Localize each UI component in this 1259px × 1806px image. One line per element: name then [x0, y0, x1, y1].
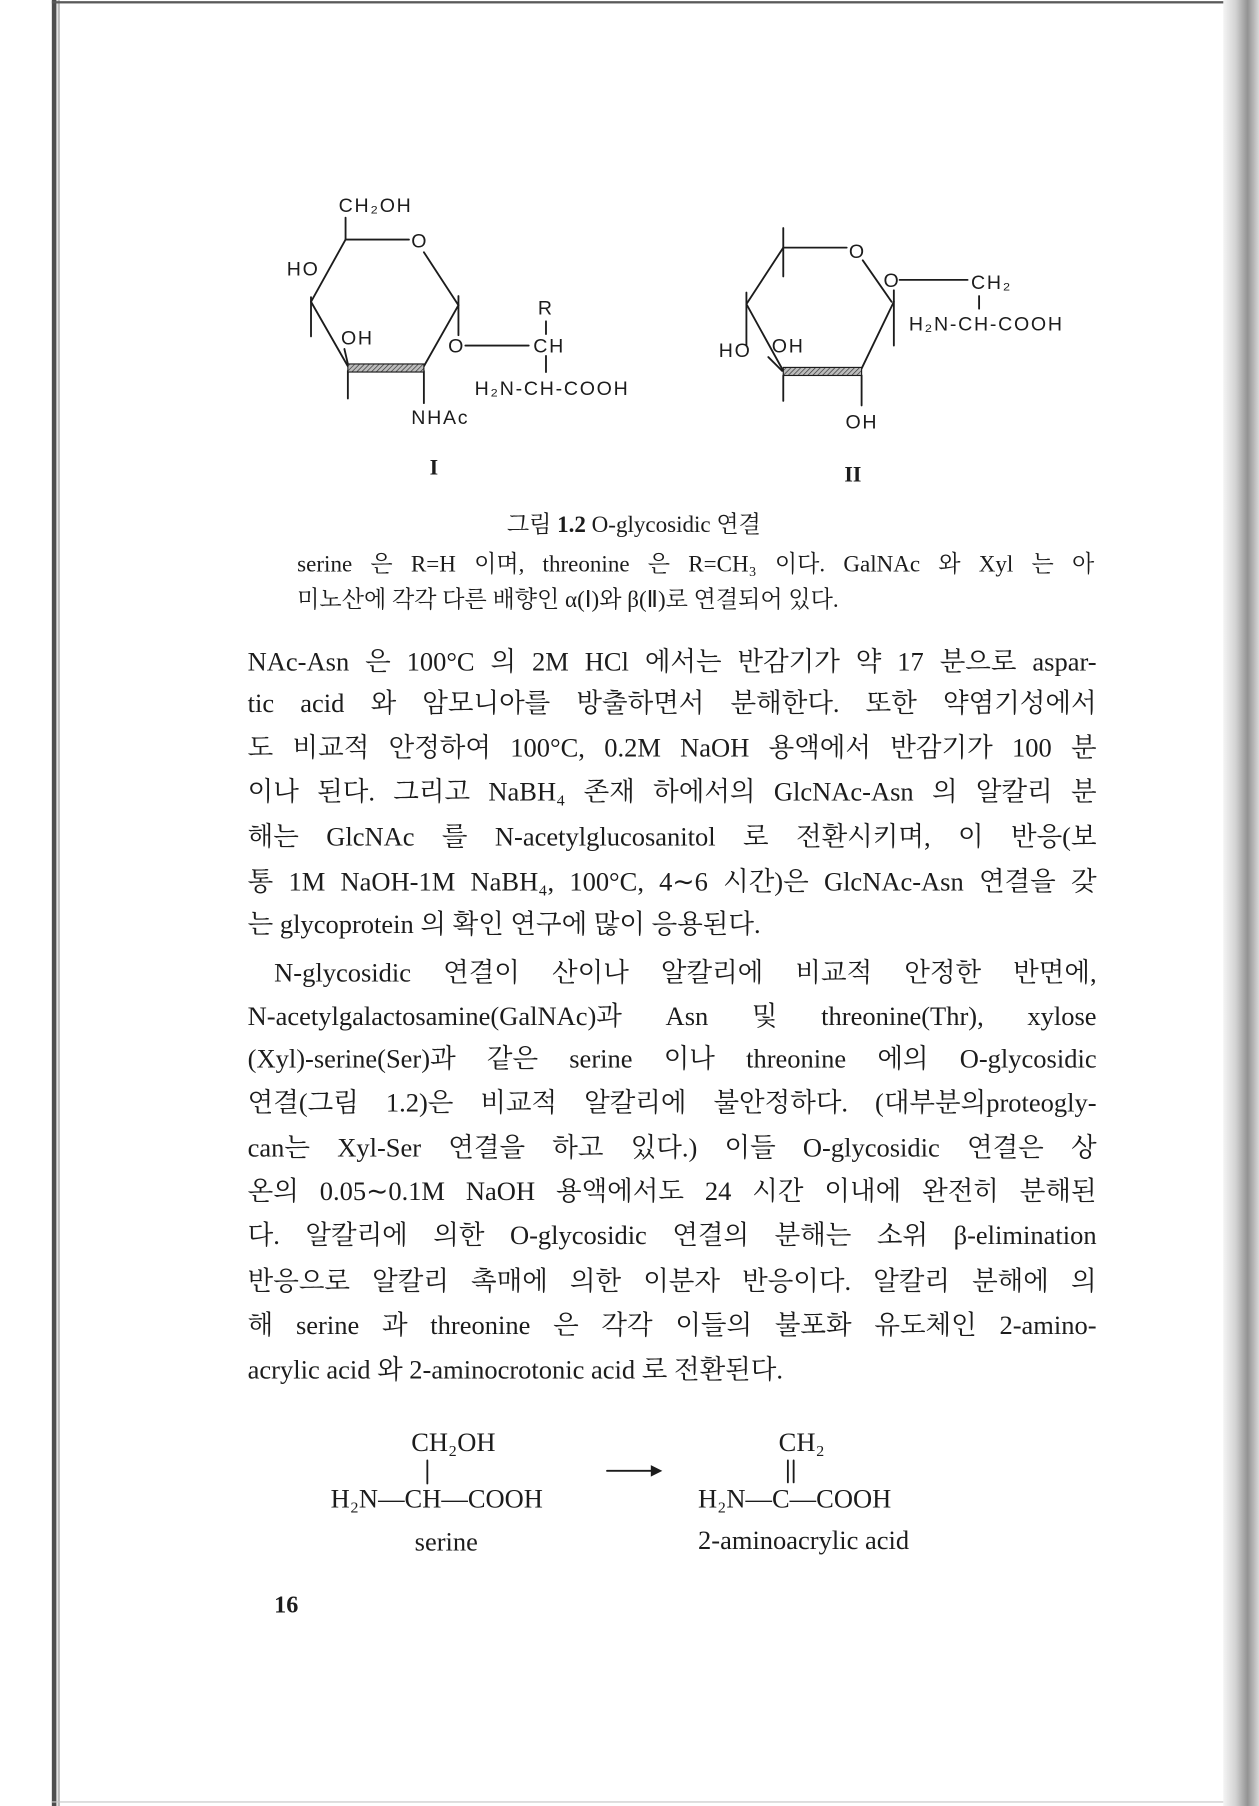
body-text-line: (Xyl)-serine(Ser)과 같은 serine 이나 threonine 에의 O-glycosidic — [247, 1044, 1097, 1074]
structure-1 — [287, 195, 630, 480]
ch2oh-label: CH₂OH — [338, 194, 413, 217]
link-oxygen-label: O — [883, 269, 901, 292]
body-text-line: 반응으로 알칼리 촉매에 의한 이분자 반응이다. 알칼리 분해에 의 — [247, 1266, 1097, 1296]
caption-label: 그림 — [506, 512, 552, 538]
ho-label: HO — [718, 340, 752, 363]
ch-label: CH — [533, 335, 566, 358]
body-text-line: N-acetylgalactosamine(GalNAc)과 Asn 및 threonine(Thr), xylose — [247, 1002, 1097, 1031]
body-text-line: N-glycosidic 연결이 산이나 알칼리에 비교적 안정한 반면에, — [274, 958, 1097, 988]
ring-front-edge — [783, 367, 861, 375]
product-name: 2-aminoacrylic acid — [698, 1525, 910, 1556]
ch2-label: CH₂ — [971, 272, 1013, 295]
structure-2 — [719, 228, 1064, 486]
r-group-label: R — [537, 297, 554, 320]
ring-front-edge — [348, 364, 424, 372]
ring-oh-label: OH — [340, 327, 374, 350]
body-text-line: 도 비교적 안정하여 100°C, 0.2M NaOH 용액에서 반감기가 100 분 — [247, 733, 1097, 763]
body-text-line: tic acid 와 암모니아를 방출하면서 분해한다. 또한 약염기성에서 — [247, 688, 1097, 718]
ho-label: HO — [286, 258, 320, 281]
body-text-line: 해는 GlcNAc 를 N-acetylglucosanitol 로 전환시키며, 이 반응(보 — [247, 822, 1097, 852]
body-text-line: 다. 알칼리에 의한 O-glycosidic 연결의 분해는 소위 β-elimination — [247, 1220, 1097, 1250]
reactant-name: serine — [414, 1526, 478, 1557]
ring-oh-label: OH — [771, 335, 805, 358]
figure-note-line: serine 은 R=H 이며, threonine 은 R=CH₃ 이다. GalNAc 와 Xyl 는 아 — [297, 551, 1095, 578]
product-side-group: CH₂ — [778, 1427, 825, 1458]
product-formula: H₂N—C—COOH — [698, 1483, 892, 1514]
caption-title: O-glycosidic 연결 — [591, 512, 761, 538]
figure-caption — [507, 510, 761, 540]
page-number: 16 — [274, 1591, 299, 1619]
reactant-formula: H₂N—CH—COOH — [330, 1483, 543, 1514]
bottom-oh-label: OH — [845, 411, 879, 434]
body-text-line: 는 glycoprotein 의 확인 연구에 많이 응용된다. — [247, 909, 761, 939]
link-oxygen-label: O — [448, 335, 466, 358]
structure-numeral: I — [429, 455, 439, 480]
ring-oxygen-label: O — [848, 240, 866, 263]
reaction-arrow-head — [651, 1465, 663, 1477]
body-text-line: 해 serine 과 threonine 은 각각 이들의 불포화 유도체인 2-amino- — [247, 1310, 1097, 1340]
amino-acid-label: H₂N-CH-COOH — [908, 313, 1064, 336]
ring-bond — [746, 248, 783, 304]
structure-numeral: II — [844, 462, 862, 487]
body-text-line: acrylic acid 와 2-aminocrotonic acid 로 전환된다. — [247, 1355, 783, 1385]
body-text-line: 연결(그림 1.2)은 비교적 알칼리에 불안정하다. (대부분의proteogly- — [247, 1088, 1097, 1118]
reactant-side-group: CH₂OH — [411, 1427, 496, 1458]
figure-note-line: 미노산에 각각 다른 배향인 α(Ⅰ)와 β(Ⅱ)로 연결되어 있다. — [297, 587, 839, 613]
body-text-line: 이나 된다. 그리고 NaBH₄ 존재 하에서의 GlcNAc-Asn 의 알칼리 분 — [247, 777, 1097, 807]
amino-acid-label: H₂N-CH-COOH — [474, 378, 630, 401]
ring-oxygen-label: O — [411, 230, 429, 253]
ring-bond — [424, 252, 459, 305]
ring-bond — [862, 302, 894, 369]
body-text-line: NAc-Asn 은 100°C 의 2M HCl 에서는 반감기가 약 17 분으로 aspar- — [247, 647, 1097, 677]
body-text-line: can는 Xyl-Ser 연결을 하고 있다.) 이들 O-glycosidic 연결은 상 — [247, 1133, 1097, 1163]
caption-number: 1.2 — [557, 512, 586, 538]
nhac-label: NHAc — [411, 406, 470, 429]
body-text-line: 통 1M NaOH-1M NaBH₄, 100°C, 4∼6 시간)은 GlcNAc-Asn 연결을 갖 — [247, 867, 1097, 897]
body-text-line: 온의 0.05∼0.1M NaOH 용액에서도 24 시간 이내에 완전히 분해된 — [247, 1177, 1097, 1206]
serine-elimination-reaction — [331, 1427, 910, 1556]
